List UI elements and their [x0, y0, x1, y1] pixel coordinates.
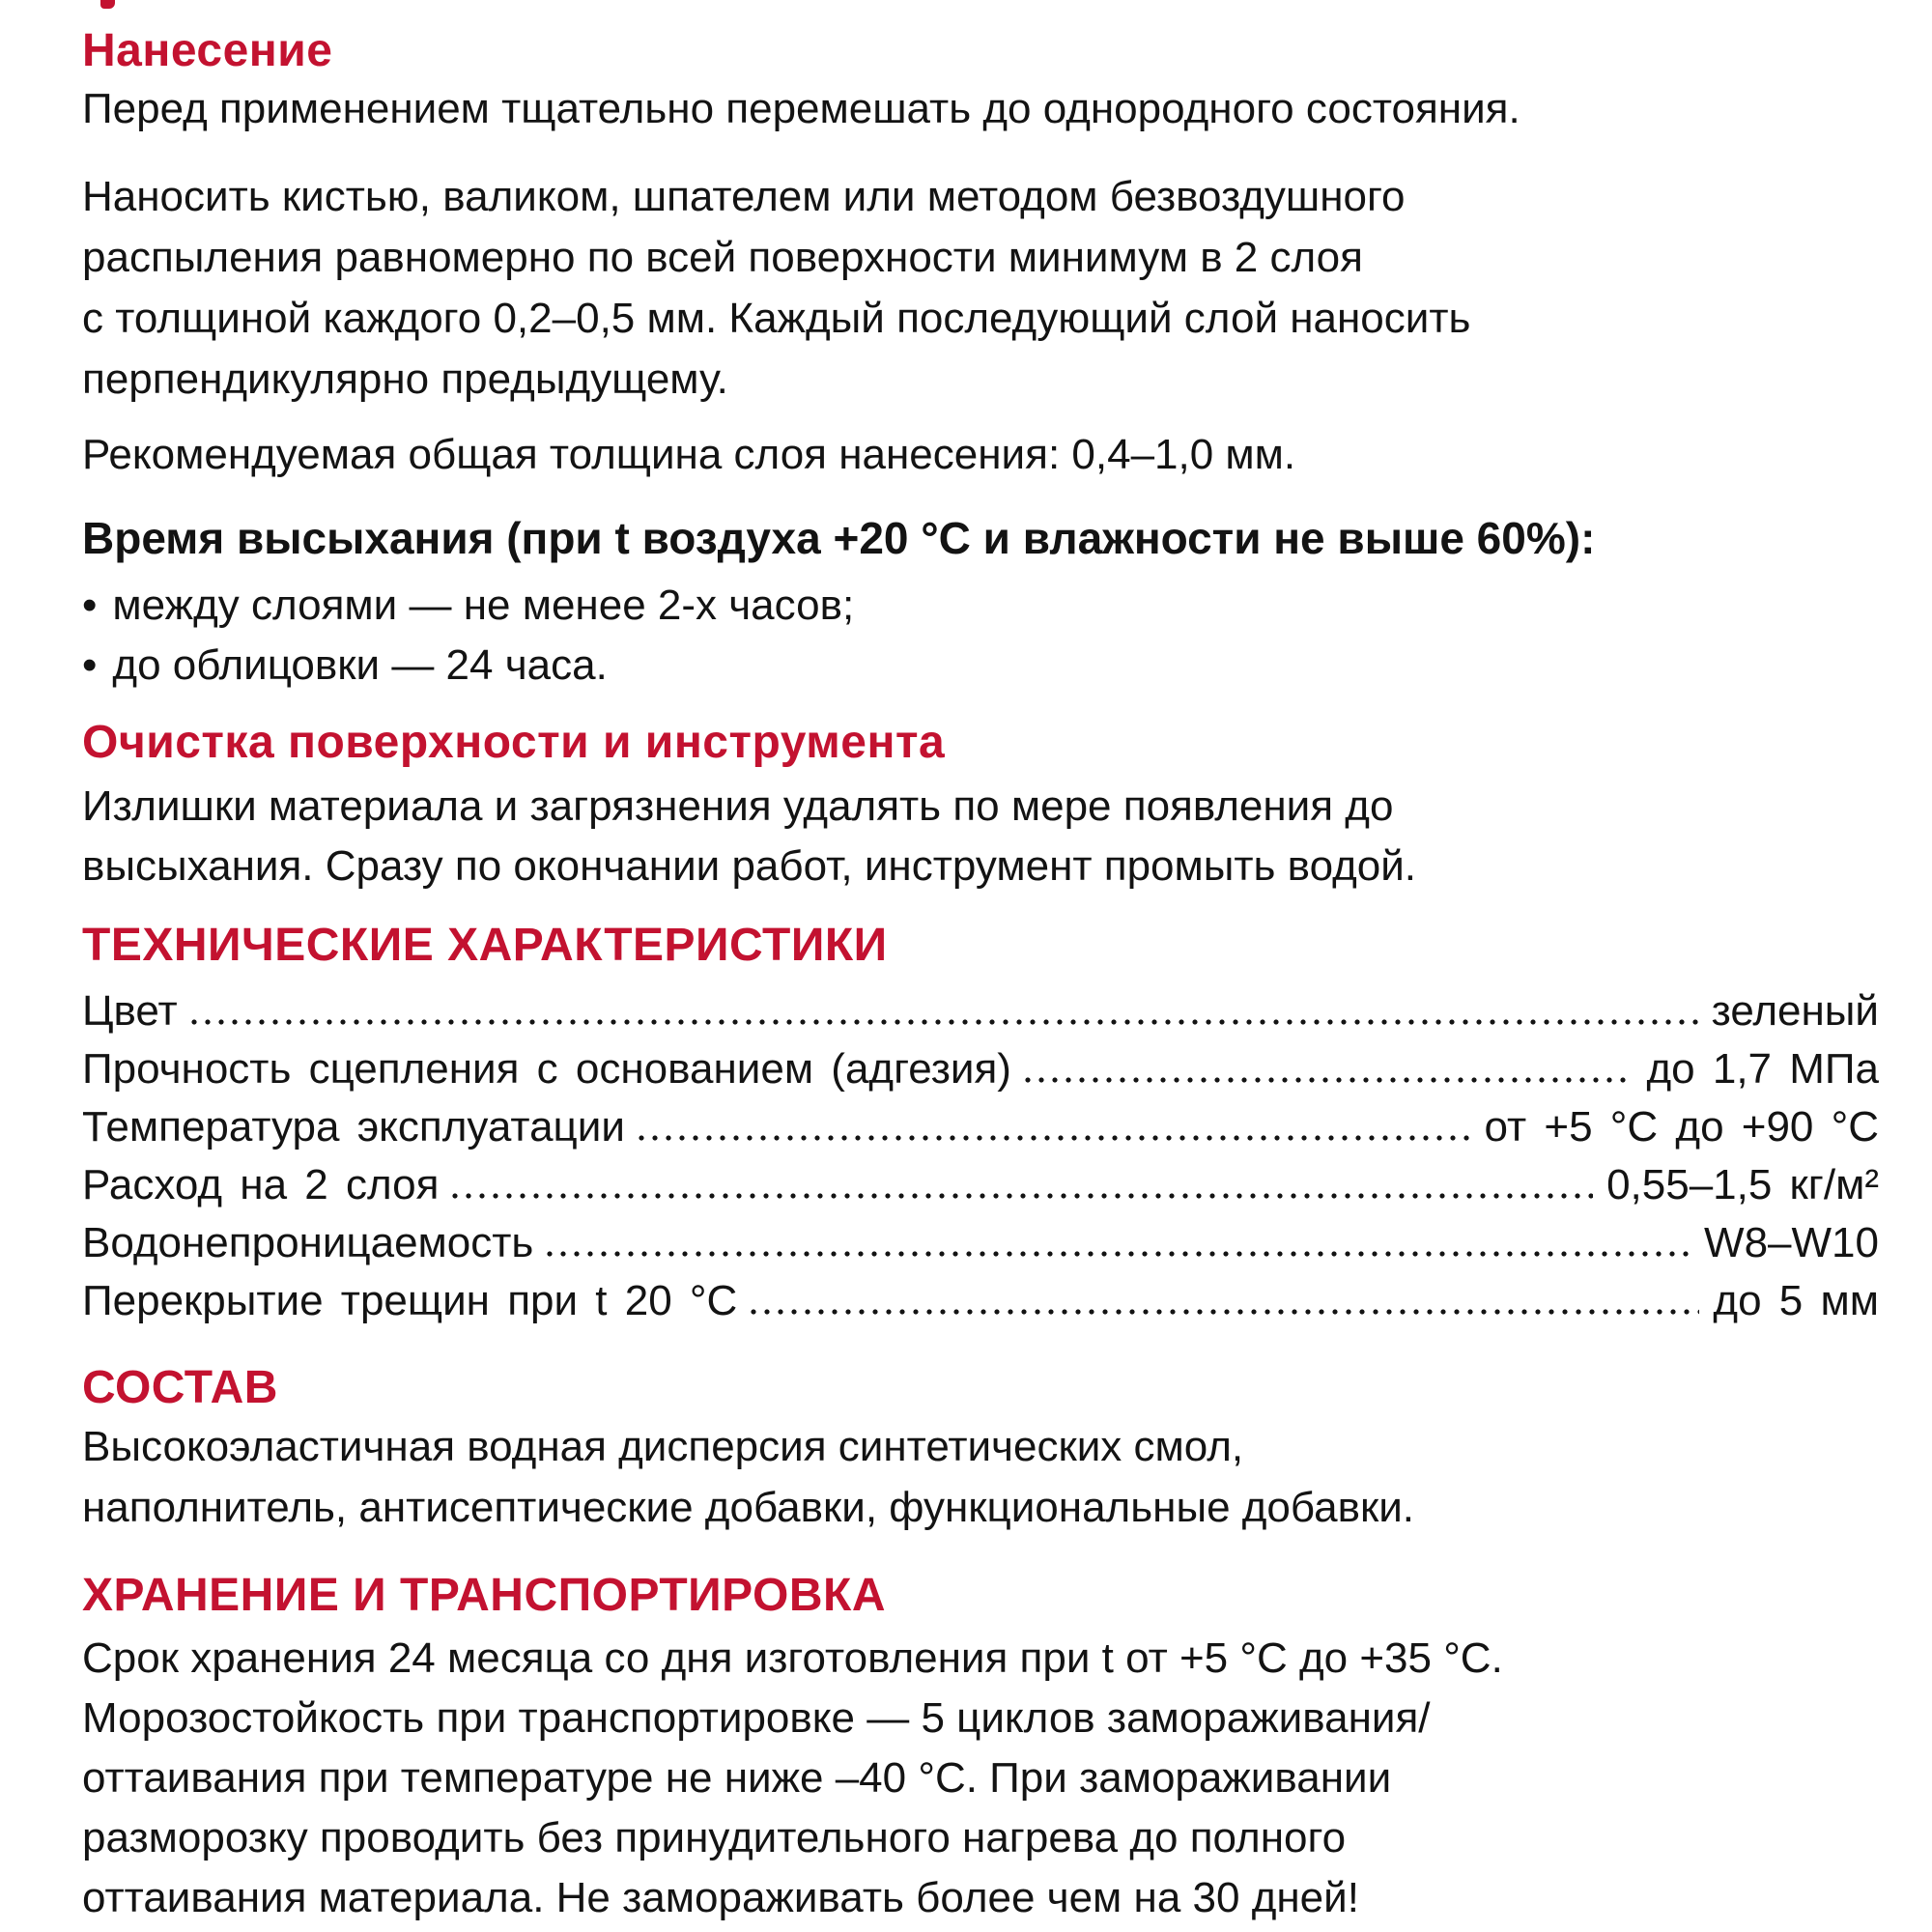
text-line: Рекомендуемая общая толщина слоя нанесения: 0,4–1,0 мм.	[82, 431, 1296, 478]
dot-leader	[452, 1193, 1593, 1199]
drying-bullet-list	[82, 576, 1879, 696]
spec-row-consumption	[82, 1155, 1879, 1213]
text-line: распыления равномерно по всей поверхности минимум в 2 слоя	[82, 234, 1363, 281]
list-item	[82, 636, 1879, 696]
spec-label: Цвет	[82, 987, 178, 1035]
spec-value: до 5 мм	[1713, 1277, 1879, 1324]
paragraph-storage	[82, 1629, 1879, 1928]
text-line: Наносить кистью, валиком, шпателем или методом безвоздушного	[82, 173, 1406, 220]
paragraph-cleaning	[82, 777, 1879, 896]
spec-value: 0,55–1,5 кг/м²	[1606, 1161, 1879, 1208]
spec-row-color	[82, 981, 1879, 1039]
list-item	[82, 576, 1879, 636]
subheading-drying-time: Время высыхания (при t воздуха +20 °С и влажности не выше 60%):	[82, 513, 1596, 563]
section-heading-specs: ТЕХНИЧЕСКИЕ ХАРАКТЕРИСТИКИ	[82, 920, 888, 971]
section-heading-cleaning: Очистка поверхности и инструмента	[82, 717, 946, 768]
cut-off-text-fragment	[100, 0, 115, 9]
text-line: Перед применением тщательно перемешать до однородного состояния.	[82, 85, 1520, 132]
specs-table	[82, 981, 1879, 1329]
text-line: оттаивания материала. Не замораживать более чем на 30 дней!	[82, 1874, 1359, 1921]
spec-label: Температура эксплуатации	[82, 1103, 625, 1151]
spec-label: Расход на 2 слоя	[82, 1161, 440, 1208]
dot-leader	[1025, 1077, 1634, 1083]
spec-row-crack-bridging	[82, 1271, 1879, 1329]
dot-leader	[191, 1019, 1698, 1025]
text-line: Высокоэластичная водная дисперсия синтетических смол,	[82, 1423, 1244, 1470]
spec-value: зеленый	[1711, 987, 1879, 1035]
section-heading-storage: ХРАНЕНИЕ И ТРАНСПОРТИРОВКА	[82, 1570, 886, 1621]
text-line: оттаивания при температуре не ниже –40 °С. При замораживании	[82, 1754, 1392, 1802]
bullet-icon: •	[82, 641, 98, 689]
text-line: разморозку проводить без принудительного нагрева до полного	[82, 1814, 1347, 1861]
dot-leader	[547, 1251, 1690, 1257]
spec-row-adhesion	[82, 1039, 1879, 1097]
spec-label: Прочность сцепления с основанием (адгезия)	[82, 1045, 1011, 1093]
text-line: с толщиной каждого 0,2–0,5 мм. Каждый последующий слой наносить	[82, 295, 1471, 342]
spec-row-water-resistance	[82, 1213, 1879, 1271]
spec-row-operating-temperature	[82, 1097, 1879, 1155]
section-heading-application: Нанесение	[82, 25, 333, 76]
paragraph-mixing	[82, 79, 1879, 139]
spec-label: Перекрытие трещин при t 20 °С	[82, 1277, 738, 1324]
list-item-text: до облицовки — 24 часа.	[112, 641, 608, 689]
spec-label: Водонепроницаемость	[82, 1219, 534, 1266]
text-line: высыхания. Сразу по окончании работ, инструмент промыть водой.	[82, 842, 1417, 890]
list-item-text: между слоями — не менее 2-х часов;	[112, 582, 855, 629]
spec-value: W8–W10	[1704, 1219, 1879, 1266]
paragraph-composition	[82, 1416, 1879, 1538]
spec-value: до 1,7 МПа	[1646, 1045, 1879, 1093]
section-heading-composition: СОСТАВ	[82, 1362, 278, 1413]
text-line: Срок хранения 24 месяца со дня изготовления при t от +5 °С до +35 °С.	[82, 1634, 1503, 1682]
bullet-icon: •	[82, 582, 98, 629]
text-line: Излишки материала и загрязнения удалять по мере появления до	[82, 782, 1394, 830]
text-line: перпендикулярно предыдущему.	[82, 355, 728, 403]
spec-value: от +5 °С до +90 °С	[1484, 1103, 1879, 1151]
dot-leader	[751, 1309, 1699, 1315]
text-line: наполнитель, антисептические добавки, функциональные добавки.	[82, 1484, 1414, 1531]
text-line: Морозостойкость при транспортировке — 5 циклов замораживания/	[82, 1694, 1431, 1742]
paragraph-recommended-thickness	[82, 425, 1879, 485]
dot-leader	[639, 1135, 1471, 1141]
paragraph-application-method	[82, 166, 1879, 410]
